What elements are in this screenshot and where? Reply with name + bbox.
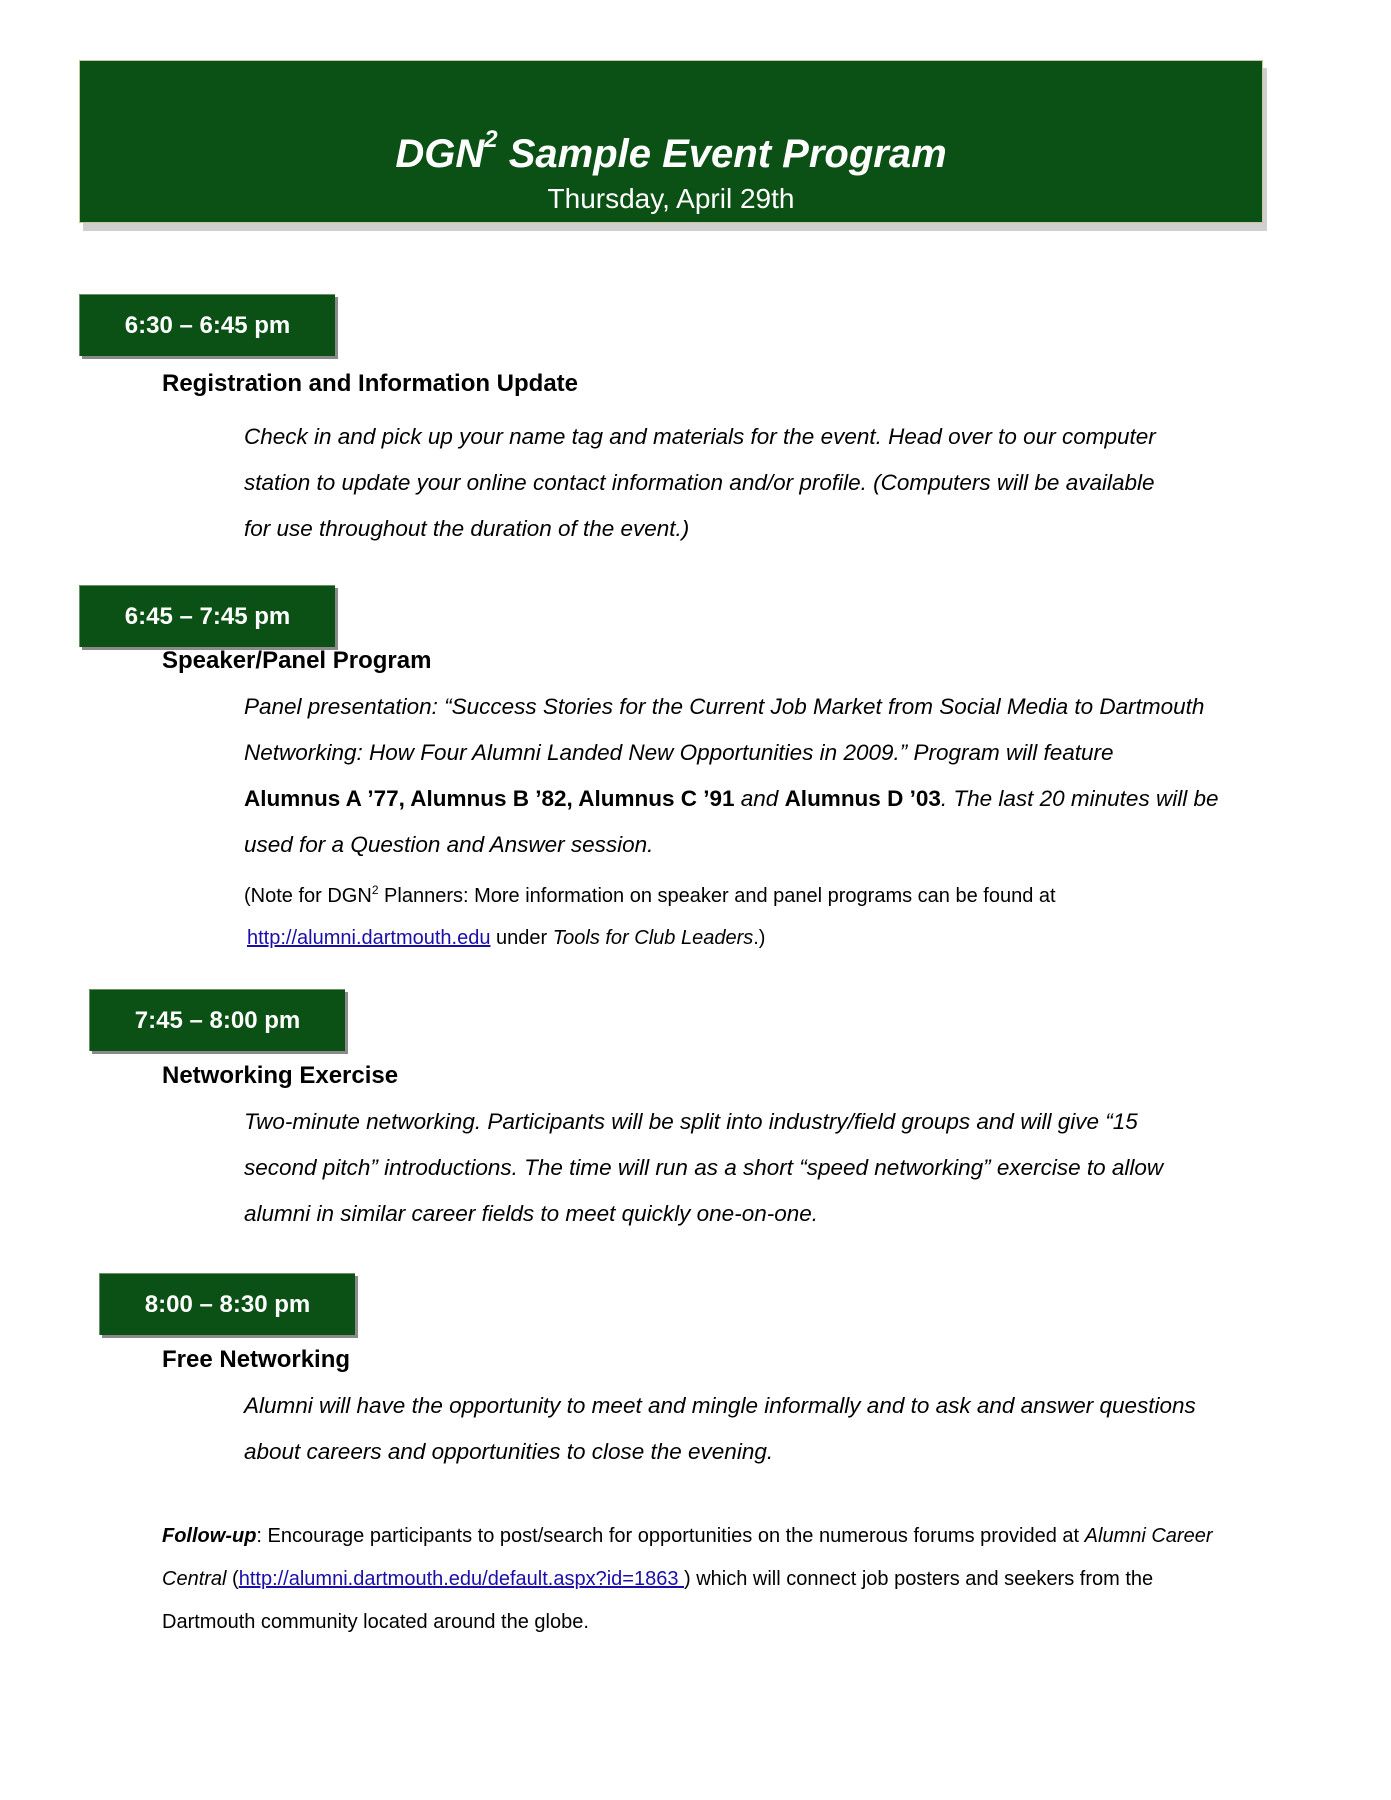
title-text-rest: Sample Event Program — [497, 132, 947, 176]
desc-line-alumni — [244, 776, 1234, 822]
desc-line: Panel presentation: “Success Stories for the Current Job Market from Social Media to Dartmouth — [244, 694, 1205, 719]
alumni-site-link[interactable]: http://alumni.dartmouth.edu — [247, 927, 491, 949]
desc-line: Two-minute networking. Participants will be split into industry/field groups and will give “15 — [244, 1109, 1138, 1134]
note-text: (Note for DGN — [244, 885, 372, 907]
section-description-speaker-panel — [244, 684, 1234, 868]
event-date: Thursday, April 29th — [547, 183, 795, 214]
note-text: .) — [753, 927, 766, 949]
time-badge-4 — [99, 1273, 355, 1335]
time-label: 6:45 – 7:45 pm — [124, 602, 291, 630]
desc-line: about careers and opportunities to close the evening. — [244, 1439, 774, 1464]
time-badge-2 — [79, 585, 335, 647]
planner-note — [244, 869, 1234, 959]
section-heading-speaker-panel: Speaker/Panel Program — [162, 647, 432, 674]
time-badge-1 — [79, 294, 335, 356]
desc-line: station to update your online contact information and/or profile. (Computers will be available — [244, 470, 1155, 495]
followup-label: Follow-up — [162, 1525, 257, 1547]
note-text: Planners: More information on speaker and panel programs can be found at — [378, 885, 1056, 907]
section-heading-networking-exercise: Networking Exercise — [162, 1062, 399, 1089]
time-label: 6:30 – 6:45 pm — [124, 311, 291, 339]
title-text: DGN — [395, 132, 485, 176]
desc-line: Networking: How Four Alumni Landed New Opportunities in 2009.” Program will feature — [244, 740, 1114, 765]
page-title — [80, 116, 1262, 178]
followup-text: ( — [226, 1568, 239, 1590]
title-banner — [79, 60, 1263, 223]
section-description-networking-exercise — [244, 1099, 1234, 1237]
followup-text: : Encourage participants to post/search for opportunities on the numerous forums provided at — [256, 1525, 1085, 1547]
note-text: under — [490, 927, 553, 949]
section-heading-registration: Registration and Information Update — [162, 370, 579, 397]
time-label: 7:45 – 8:00 pm — [134, 1006, 301, 1034]
time-badge-3 — [89, 989, 345, 1051]
conjunction: and — [734, 786, 785, 811]
desc-text: . The last 20 minutes will be — [940, 786, 1219, 811]
desc-line: second pitch” introductions. The time will run as a short “speed networking” exercise to allow — [244, 1155, 1164, 1180]
section-description-registration — [244, 414, 1234, 552]
desc-line: alumni in similar career fields to meet quickly one-on-one. — [244, 1201, 819, 1226]
alumni-name-d: Alumnus D ’03 — [784, 786, 941, 811]
desc-line: Check in and pick up your name tag and materials for the event. Head over to our computer — [244, 424, 1156, 449]
note-italic: Tools for Club Leaders — [552, 927, 754, 949]
alumni-names: Alumnus A ’77, Alumnus B ’82, Alumnus C ’91 — [244, 786, 735, 811]
desc-line: Alumni will have the opportunity to meet and mingle informally and to ask and answer questions — [244, 1393, 1196, 1418]
note-superscript: 2 — [371, 883, 379, 897]
desc-line: used for a Question and Answer session. — [244, 832, 654, 857]
title-superscript: 2 — [484, 126, 498, 153]
followup-italic: Alumni Career Central — [162, 1525, 1213, 1590]
section-heading-free-networking: Free Networking — [162, 1346, 351, 1373]
section-description-free-networking — [244, 1383, 1234, 1475]
career-central-link[interactable]: http://alumni.dartmouth.edu/default.aspx?id=1863 — [238, 1568, 685, 1590]
time-label: 8:00 – 8:30 pm — [144, 1290, 311, 1318]
desc-line: for use throughout the duration of the event.) — [244, 516, 690, 541]
followup-paragraph — [162, 1515, 1242, 1644]
followup-text: ) which will connect job posters and seekers from the Dartmouth community located around the globe. — [162, 1568, 1154, 1633]
